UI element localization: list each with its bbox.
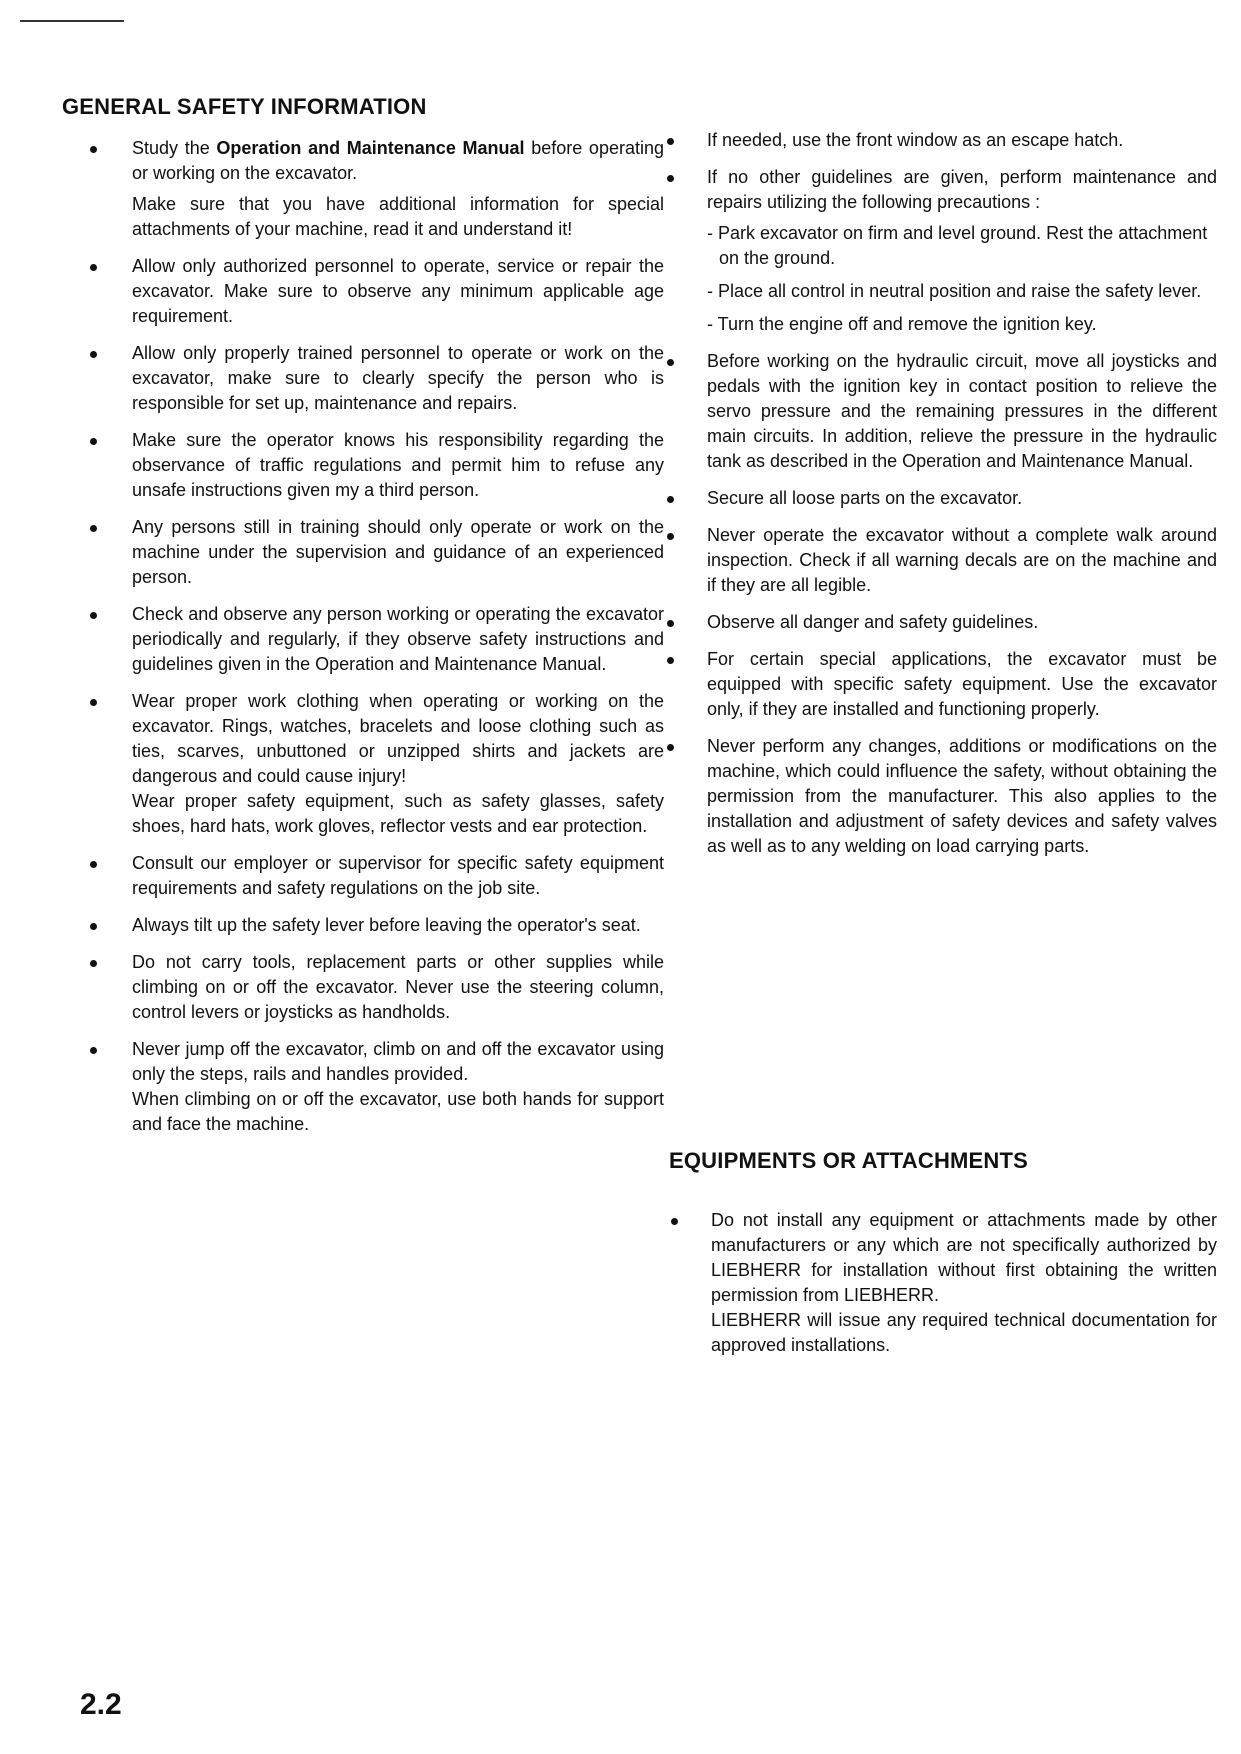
list-item bbox=[132, 689, 664, 839]
list-item-text: When climbing on or off the excavator, use both hands for support and face the machine. bbox=[132, 1089, 664, 1134]
list-item-text: LIEBHERR will issue any required technical documentation for approved installations. bbox=[711, 1310, 1217, 1355]
list-item-text: Always tilt up the safety lever before leaving the operator's seat. bbox=[132, 915, 641, 935]
list-item-text: Never jump off the excavator, climb on and off the excavator using only the steps, rails and handles provided. bbox=[132, 1039, 664, 1084]
list-item bbox=[707, 486, 1217, 511]
list-item-text: Consult our employer or supervisor for specific safety equipment requirements and safety regulations on the job site. bbox=[132, 853, 664, 898]
list-item-text: Never operate the excavator without a complete walk around inspection. Check if all warning decals are on the machine and if they are all legible. bbox=[707, 525, 1217, 595]
bullet-icon bbox=[671, 1218, 678, 1225]
manual-title: Operation and Maintenance Manual bbox=[216, 138, 525, 158]
equipments-list bbox=[711, 1208, 1217, 1370]
bullet-icon bbox=[667, 744, 674, 751]
bullet-icon bbox=[667, 496, 674, 503]
list-item-text: Make sure that you have additional information for special attachments of your machine, read it and understand it! bbox=[132, 194, 664, 239]
list-item bbox=[132, 851, 664, 901]
bullet-icon bbox=[90, 351, 97, 358]
list-item-text: Observe all danger and safety guidelines. bbox=[707, 612, 1039, 632]
list-item-text: Make sure the operator knows his responsibility regarding the observance of traffic regulations and permit him to refuse any unsafe instructions given my a third person. bbox=[132, 430, 664, 500]
section-heading-general-safety: GENERAL SAFETY INFORMATION bbox=[62, 94, 427, 119]
bullet-icon bbox=[90, 612, 97, 619]
list-item-text: Wear proper safety equipment, such as safety glasses, safety shoes, hard hats, work gloves, reflector vests and ear protection. bbox=[132, 791, 664, 836]
list-item-text: Any persons still in training should only operate or work on the machine under the supervision and guidance of an experienced person. bbox=[132, 517, 664, 587]
list-item bbox=[132, 950, 664, 1025]
list-item-text: Secure all loose parts on the excavator. bbox=[707, 488, 1023, 508]
list-item bbox=[707, 610, 1217, 635]
bullet-icon bbox=[90, 146, 97, 153]
bullet-icon bbox=[90, 923, 97, 930]
page-number: 2.2 bbox=[80, 1688, 122, 1721]
list-item bbox=[132, 341, 664, 416]
precaution-item: - Turn the engine off and remove the ignition key. bbox=[707, 314, 1097, 334]
bullet-icon bbox=[90, 861, 97, 868]
bullet-icon bbox=[90, 960, 97, 967]
bullet-icon bbox=[90, 438, 97, 445]
list-item-text: For certain special applications, the excavator must be equipped with specific safety equipment. Use the excavator only, if they are installed and functioning properly. bbox=[707, 649, 1217, 719]
list-item bbox=[707, 165, 1217, 337]
list-item bbox=[132, 254, 664, 329]
list-item-text: Wear proper work clothing when operating or working on the excavator. Rings, watches, bracelets and loose clothing such as ties, scarves, unbuttoned or unzipped shirts and jackets are dangerous and could cause injury! bbox=[132, 691, 664, 786]
list-item-text: Allow only authorized personnel to operate, service or repair the excavator. Make sure to observe any minimum applicable age requirement. bbox=[132, 256, 664, 326]
general-safety-list-continued bbox=[707, 128, 1217, 871]
list-item bbox=[707, 523, 1217, 598]
list-item bbox=[132, 913, 664, 938]
precaution-item: - Park excavator on firm and level ground. Rest the attachment on the ground. bbox=[707, 223, 1208, 268]
list-item bbox=[132, 428, 664, 503]
general-safety-list bbox=[132, 136, 664, 1149]
bullet-icon bbox=[90, 264, 97, 271]
bullet-icon bbox=[667, 138, 674, 145]
list-item bbox=[711, 1208, 1217, 1358]
list-item-text: If needed, use the front window as an escape hatch. bbox=[707, 130, 1124, 150]
list-item bbox=[132, 136, 664, 242]
list-item bbox=[707, 128, 1217, 153]
list-item-text: Never perform any changes, additions or modifications on the machine, which could influence the safety, without obtaining the permission from the manufacturer. This also applies to the installation and adjustment of safety devices and safety valves as well as to any welding on load carrying parts. bbox=[707, 736, 1217, 856]
list-item-text: Before working on the hydraulic circuit, move all joysticks and pedals with the ignition key in contact position to relieve the servo pressure and the remaining pressures in the different main circuits. In addition, relieve the pressure in the hydraulic tank as described in the Operation and Maintenance Manual. bbox=[707, 351, 1217, 471]
list-item-text: Check and observe any person working or operating the excavator periodically and regularly, if they observe safety instructions and guidelines given in the Operation and Maintenance Manual. bbox=[132, 604, 664, 674]
list-item-text: Study the Operation and Maintenance Manual before operating or working on the excavator. bbox=[132, 138, 664, 183]
list-item bbox=[707, 647, 1217, 722]
list-item-text: Allow only properly trained personnel to operate or work on the excavator, make sure to clearly specify the person who is responsible for set up, maintenance and repairs. bbox=[132, 343, 664, 413]
list-item bbox=[132, 515, 664, 590]
list-item-text: Do not install any equipment or attachments made by other manufacturers or any which are not specifically authorized by LIEBHERR for installation without first obtaining the written permission from LIEBHERR. bbox=[711, 1210, 1217, 1305]
list-item-text: Do not carry tools, replacement parts or other supplies while climbing on or off the excavator. Never use the steering column, control levers or joysticks as handholds. bbox=[132, 952, 664, 1022]
list-item bbox=[707, 349, 1217, 474]
bullet-icon bbox=[667, 533, 674, 540]
precautions-list bbox=[707, 221, 1217, 337]
top-rule bbox=[20, 20, 124, 22]
list-item bbox=[132, 602, 664, 677]
list-item-text: If no other guidelines are given, perform maintenance and repairs utilizing the following precautions : bbox=[707, 167, 1217, 212]
bullet-icon bbox=[667, 175, 674, 182]
bullet-icon bbox=[667, 359, 674, 366]
bullet-icon bbox=[667, 657, 674, 664]
precaution-item: - Place all control in neutral position and raise the safety lever. bbox=[707, 281, 1202, 301]
bullet-icon bbox=[90, 525, 97, 532]
list-item bbox=[132, 1037, 664, 1137]
bullet-icon bbox=[90, 1047, 97, 1054]
section-heading-equipments: EQUIPMENTS OR ATTACHMENTS bbox=[669, 1148, 1029, 1173]
list-item bbox=[707, 734, 1217, 859]
bullet-icon bbox=[667, 620, 674, 627]
bullet-icon bbox=[90, 699, 97, 706]
